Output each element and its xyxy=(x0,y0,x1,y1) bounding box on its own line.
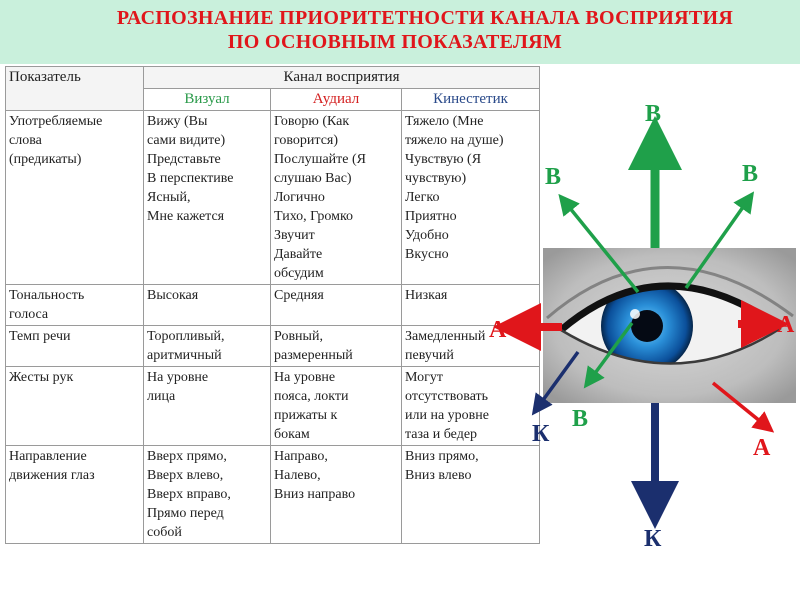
arrow-visual-front xyxy=(590,323,632,380)
cell-line: Направление xyxy=(9,449,87,464)
cell-line: На уровне xyxy=(147,370,209,385)
cell-line: Вкусно xyxy=(405,247,449,262)
cell-line: Послушайте (Я xyxy=(274,152,366,167)
cell-line: Говорю (Как xyxy=(274,114,350,129)
cell-line: Логично xyxy=(274,190,325,205)
label-kinest-down-left: К xyxy=(532,421,550,447)
cell-line: Вверх вправо, xyxy=(147,487,231,502)
cell-line: Употребляемые xyxy=(9,114,103,129)
cell-line: (предикаты) xyxy=(9,152,82,167)
cell-line: слушаю Вас) xyxy=(274,171,352,186)
cell-line: Налево, xyxy=(274,468,321,483)
cell-line: Ясный, xyxy=(147,190,191,205)
cell-line: Мне кажется xyxy=(147,209,225,224)
cell-line: Вниз влево xyxy=(405,468,472,483)
arrow-visual-up-right xyxy=(686,200,748,288)
cell-line: тяжело на душе) xyxy=(405,133,504,148)
cell-line: Вниз прямо, xyxy=(405,449,479,464)
cell-line: Прямо перед xyxy=(147,506,224,521)
cell-line: чувствую) xyxy=(405,171,467,186)
label-visual-up: В xyxy=(645,101,662,127)
cell-line: сами видите) xyxy=(147,133,226,148)
title-line-1: РАСПОЗНАНИЕ ПРИОРИТЕТНОСТИ КАНАЛА ВОСПРИЯТИЯ xyxy=(116,7,734,29)
label-audial-down-right: А xyxy=(753,435,771,461)
cell-line: размеренный xyxy=(274,348,353,363)
cell-line: Вверх прямо, xyxy=(147,449,227,464)
header-audial: Аудиал xyxy=(271,89,402,111)
cell-line: Звучит xyxy=(274,228,315,243)
cell-line: певучий xyxy=(405,348,454,363)
cell-line: собой xyxy=(147,525,182,540)
arrow-visual-up-left xyxy=(565,202,638,292)
cell-line: На уровне xyxy=(274,370,336,385)
cell-line: Чувствую (Я xyxy=(405,152,482,167)
cell-line: Давайте xyxy=(274,247,323,262)
header-indicator: Показатель xyxy=(6,67,144,111)
label-visual-up-right: В xyxy=(742,161,759,187)
cell-line: или на уровне xyxy=(405,408,489,423)
cell-line: Жесты рук xyxy=(9,370,74,385)
cell-line: движения глаз xyxy=(9,468,95,483)
cell-line: Вижу (Вы xyxy=(147,114,208,129)
cell-line: бокам xyxy=(274,427,310,442)
cell-line: голоса xyxy=(9,307,49,322)
label-visual-front: В xyxy=(572,406,589,432)
cell-line: Вверх влево, xyxy=(147,468,224,483)
cell-line: обсудим xyxy=(274,266,324,281)
header-channel: Канал восприятия xyxy=(144,67,540,89)
title-line-2: ПО ОСНОВНЫМ ПОКАЗАТЕЛЯМ xyxy=(227,31,563,53)
cell-line: В перспективе xyxy=(147,171,234,186)
cell-line: Низкая xyxy=(405,288,448,303)
arrow-kinest-down-left xyxy=(538,352,578,407)
cell-line: Направо, xyxy=(274,449,328,464)
label-audial-left: А xyxy=(489,317,507,343)
cell-line: Легко xyxy=(405,190,440,205)
cell-line: Вниз направо xyxy=(274,487,356,502)
cell-line: Темп речи xyxy=(9,329,71,344)
cell-line: говорится) xyxy=(274,133,339,148)
cell-line: аритмичный xyxy=(147,348,222,363)
cell-line: Ровный, xyxy=(274,329,323,344)
cell-line: лица xyxy=(147,389,176,404)
cell-line: Тяжело (Мне xyxy=(405,114,484,129)
cell-line: Тихо, Громко xyxy=(274,209,354,224)
cell-line: Замедленный xyxy=(405,329,486,344)
cell-line: Высокая xyxy=(147,288,199,303)
cell-line: Могут xyxy=(405,370,443,385)
cell-line: Приятно xyxy=(405,209,457,224)
cell-line: таза и бедер xyxy=(405,427,478,442)
cell-line: Торопливый, xyxy=(147,329,225,344)
header-kinest: Кинестетик xyxy=(402,89,540,111)
cell-line: пояса, локти xyxy=(274,389,349,404)
cell-line: Тональность xyxy=(9,288,85,303)
header-visual: Визуал xyxy=(144,89,271,111)
label-kinest-down: К xyxy=(644,526,662,552)
cell-line: Представьте xyxy=(147,152,221,167)
arrow-audial-down-right xyxy=(713,383,766,426)
cell-line: Удобно xyxy=(405,228,449,243)
label-audial-right: А xyxy=(777,312,795,338)
cell-line: слова xyxy=(9,133,42,148)
cell-line: Средняя xyxy=(274,288,324,303)
cell-line: прижаты к xyxy=(274,408,338,423)
cell-line: отсутствовать xyxy=(405,389,489,404)
label-visual-up-left: В xyxy=(545,164,562,190)
